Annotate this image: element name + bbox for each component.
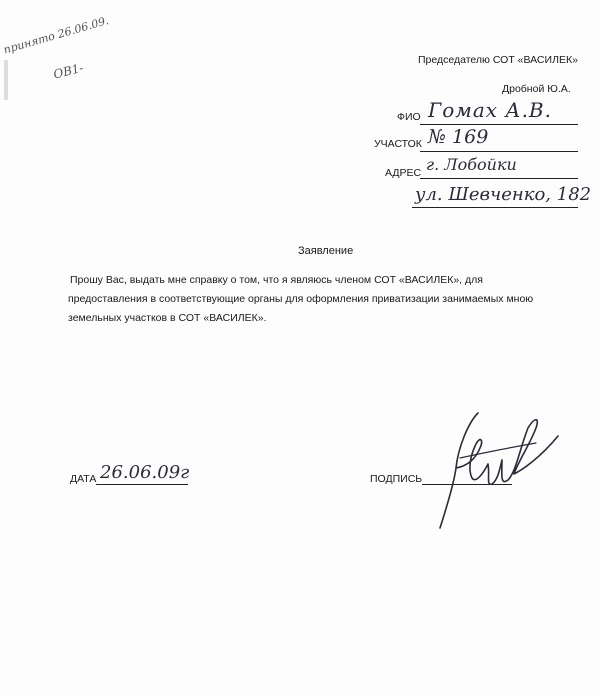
date-label: ДАТА xyxy=(70,473,97,485)
date-value: 26.06.09г xyxy=(100,462,190,483)
address-underline-2 xyxy=(412,207,578,208)
plot-underline xyxy=(420,151,578,152)
date-underline xyxy=(96,484,188,485)
body-line2: предоставления в соответствующие органы для оформления приватизации занимаемых мною xyxy=(68,293,534,305)
plot-label: УЧАСТОК xyxy=(374,138,422,150)
signature-label: ПОДПИСЬ xyxy=(370,473,423,485)
document-body xyxy=(70,271,483,290)
fio-label: ФИО xyxy=(397,111,421,123)
address-value-line2: ул. Шевченко, 182 xyxy=(415,184,592,205)
receipt-note-line2: ОВ1- xyxy=(52,60,85,82)
address-underline-1 xyxy=(420,178,578,179)
scan-edge-mark xyxy=(4,60,8,100)
fio-underline xyxy=(420,124,578,125)
recipient-line1: Председателю СОТ «ВАСИЛЕК» xyxy=(418,54,578,66)
document-title: Заявление xyxy=(298,245,354,257)
recipient-line2: Дробной Ю.А. xyxy=(502,83,571,95)
receipt-note-line1: принято 26.06.09. xyxy=(2,14,111,57)
body-line1: Прошу Вас, выдать мне справку о том, что я являюсь членом СОТ «ВАСИЛЕК», для xyxy=(70,274,483,286)
handwritten-signature xyxy=(418,388,568,538)
address-value-line1: г. Лобойки xyxy=(426,155,517,174)
body-line3: земельных участков в СОТ «ВАСИЛЕК». xyxy=(68,312,267,324)
document-body-cont xyxy=(68,290,533,328)
address-label: АДРЕС xyxy=(385,167,422,179)
fio-value: Гомах А.В. xyxy=(428,98,552,122)
plot-value: № 169 xyxy=(428,126,489,148)
